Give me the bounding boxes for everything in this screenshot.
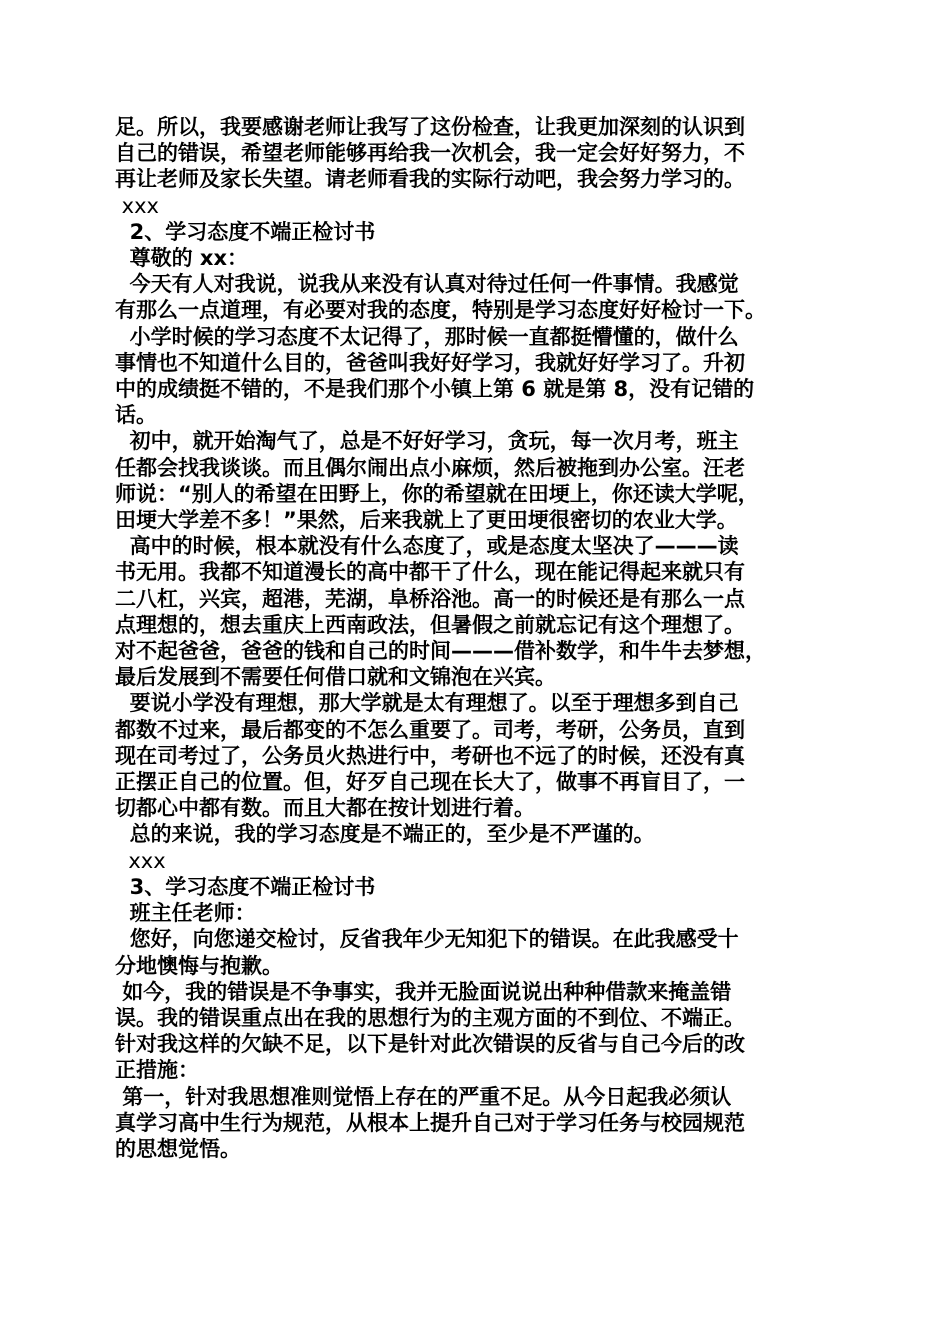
text-line: 正措施： (115, 1058, 199, 1083)
text-line: 要说小学没有理想，那大学就是太有理想了。以至于理想多到自己 (115, 691, 739, 716)
text-line: 高中的时候，根本就没有什么态度了，或是态度太坚决了———读 (115, 534, 739, 559)
text-line: 现在司考过了，公务员火热进行中，考研也不远了的时候，还没有真 (115, 743, 745, 768)
salutation: 尊敬的 xx： (115, 246, 249, 271)
text-line: 最后发展到不需要任何借口就和文锦泡在兴宾。 (115, 665, 556, 690)
text-line: 误。我的错误重点出在我的思想行为的主观方面的不到位、不端正。 (115, 1005, 745, 1030)
section-heading: 3、学习态度不端正检讨书 (115, 874, 376, 899)
text-line: 事情也不知道什么目的，爸爸叫我好好学习，我就好好学习了。升初 (115, 350, 745, 375)
text-line: 小学时候的学习态度不太记得了，那时候一直都挺懵懂的，做什么 (115, 324, 739, 349)
document-body (115, 114, 840, 1162)
signature-line: xxx (115, 848, 166, 873)
text-line: 初中，就开始淘气了，总是不好好学习，贪玩，每一次月考，班主 (115, 429, 739, 454)
text-line: 第一，针对我思想准则觉悟上存在的严重不足。从今日起我必须认 (115, 1084, 732, 1109)
text-line: 话。 (115, 403, 157, 428)
text-line: 对不起爸爸，爸爸的钱和自己的时间———借补数学，和牛牛去梦想， (115, 639, 766, 664)
text-line: 足。所以，我要感谢老师让我写了这份检查，让我更加深刻的认识到 (115, 115, 745, 139)
signature-line: xxx (115, 193, 159, 218)
text-line: 自己的错误，希望老师能够再给我一次机会，我一定会好好努力，不 (115, 141, 745, 166)
text-line: 任都会找我谈谈。而且偶尔闹出点小麻烦，然后被拖到办公室。汪老 (115, 455, 745, 480)
text-line: 切都心中都有数。而且大都在按计划进行着。 (115, 796, 535, 821)
section-heading: 2、学习态度不端正检讨书 (115, 219, 376, 244)
text-line: 总的来说，我的学习态度是不端正的，至少是不严谨的。 (115, 822, 655, 847)
text-line: 书无用。我都不知道漫长的高中都干了什么，现在能记得起来就只有 (115, 560, 745, 585)
text-line: 师说：“别人的希望在田野上，你的希望就在田埂上，你还读大学呢， (115, 481, 759, 506)
text-line: 正摆正自己的位置。但，好歹自己现在长大了，做事不再盲目了，一 (115, 770, 745, 795)
text-line: 田埂大学差不多！”果然，后来我就上了更田埂很密切的农业大学。 (115, 508, 738, 533)
text-line: 您好，向您递交检讨，反省我年少无知犯下的错误。在此我感受十 (115, 927, 739, 952)
text-line: 针对我这样的欠缺不足，以下是针对此次错误的反省与自己今后的改 (115, 1032, 745, 1057)
text-line: 中的成绩挺不错的，不是我们那个小镇上第 6 就是第 8，没有记错的 (115, 377, 755, 402)
text-line: 都数不过来，最后都变的不怎么重要了。司考，考研，公务员，直到 (115, 717, 745, 742)
text-line: 如今，我的错误是不争事实，我并无脸面说说出种种借款来掩盖错 (115, 979, 732, 1004)
text-line: 的思想觉悟。 (115, 1136, 241, 1161)
text-line: 今天有人对我说，说我从来没有认真对待过任何一件事情。我感觉 (115, 272, 739, 297)
text-line: 点理想的，想去重庆上西南政法，但暑假之前就忘记有这个理想了。 (115, 612, 745, 637)
text-line: 有那么一点道理，有必要对我的态度，特别是学习态度好好检讨一下。 (115, 298, 766, 323)
text-line: 二八杠，兴宾，超港，芜湖，阜桥浴池。高一的时候还是有那么一点 (115, 586, 745, 611)
text-line: 真学习高中生行为规范，从根本上提升自己对于学习任务与校园规范 (115, 1110, 745, 1135)
text-line: 再让老师及家长失望。请老师看我的实际行动吧，我会努力学习的。 (115, 167, 745, 192)
salutation: 班主任老师： (115, 901, 256, 926)
text-line: 分地懊悔与抱歉。 (115, 953, 283, 978)
